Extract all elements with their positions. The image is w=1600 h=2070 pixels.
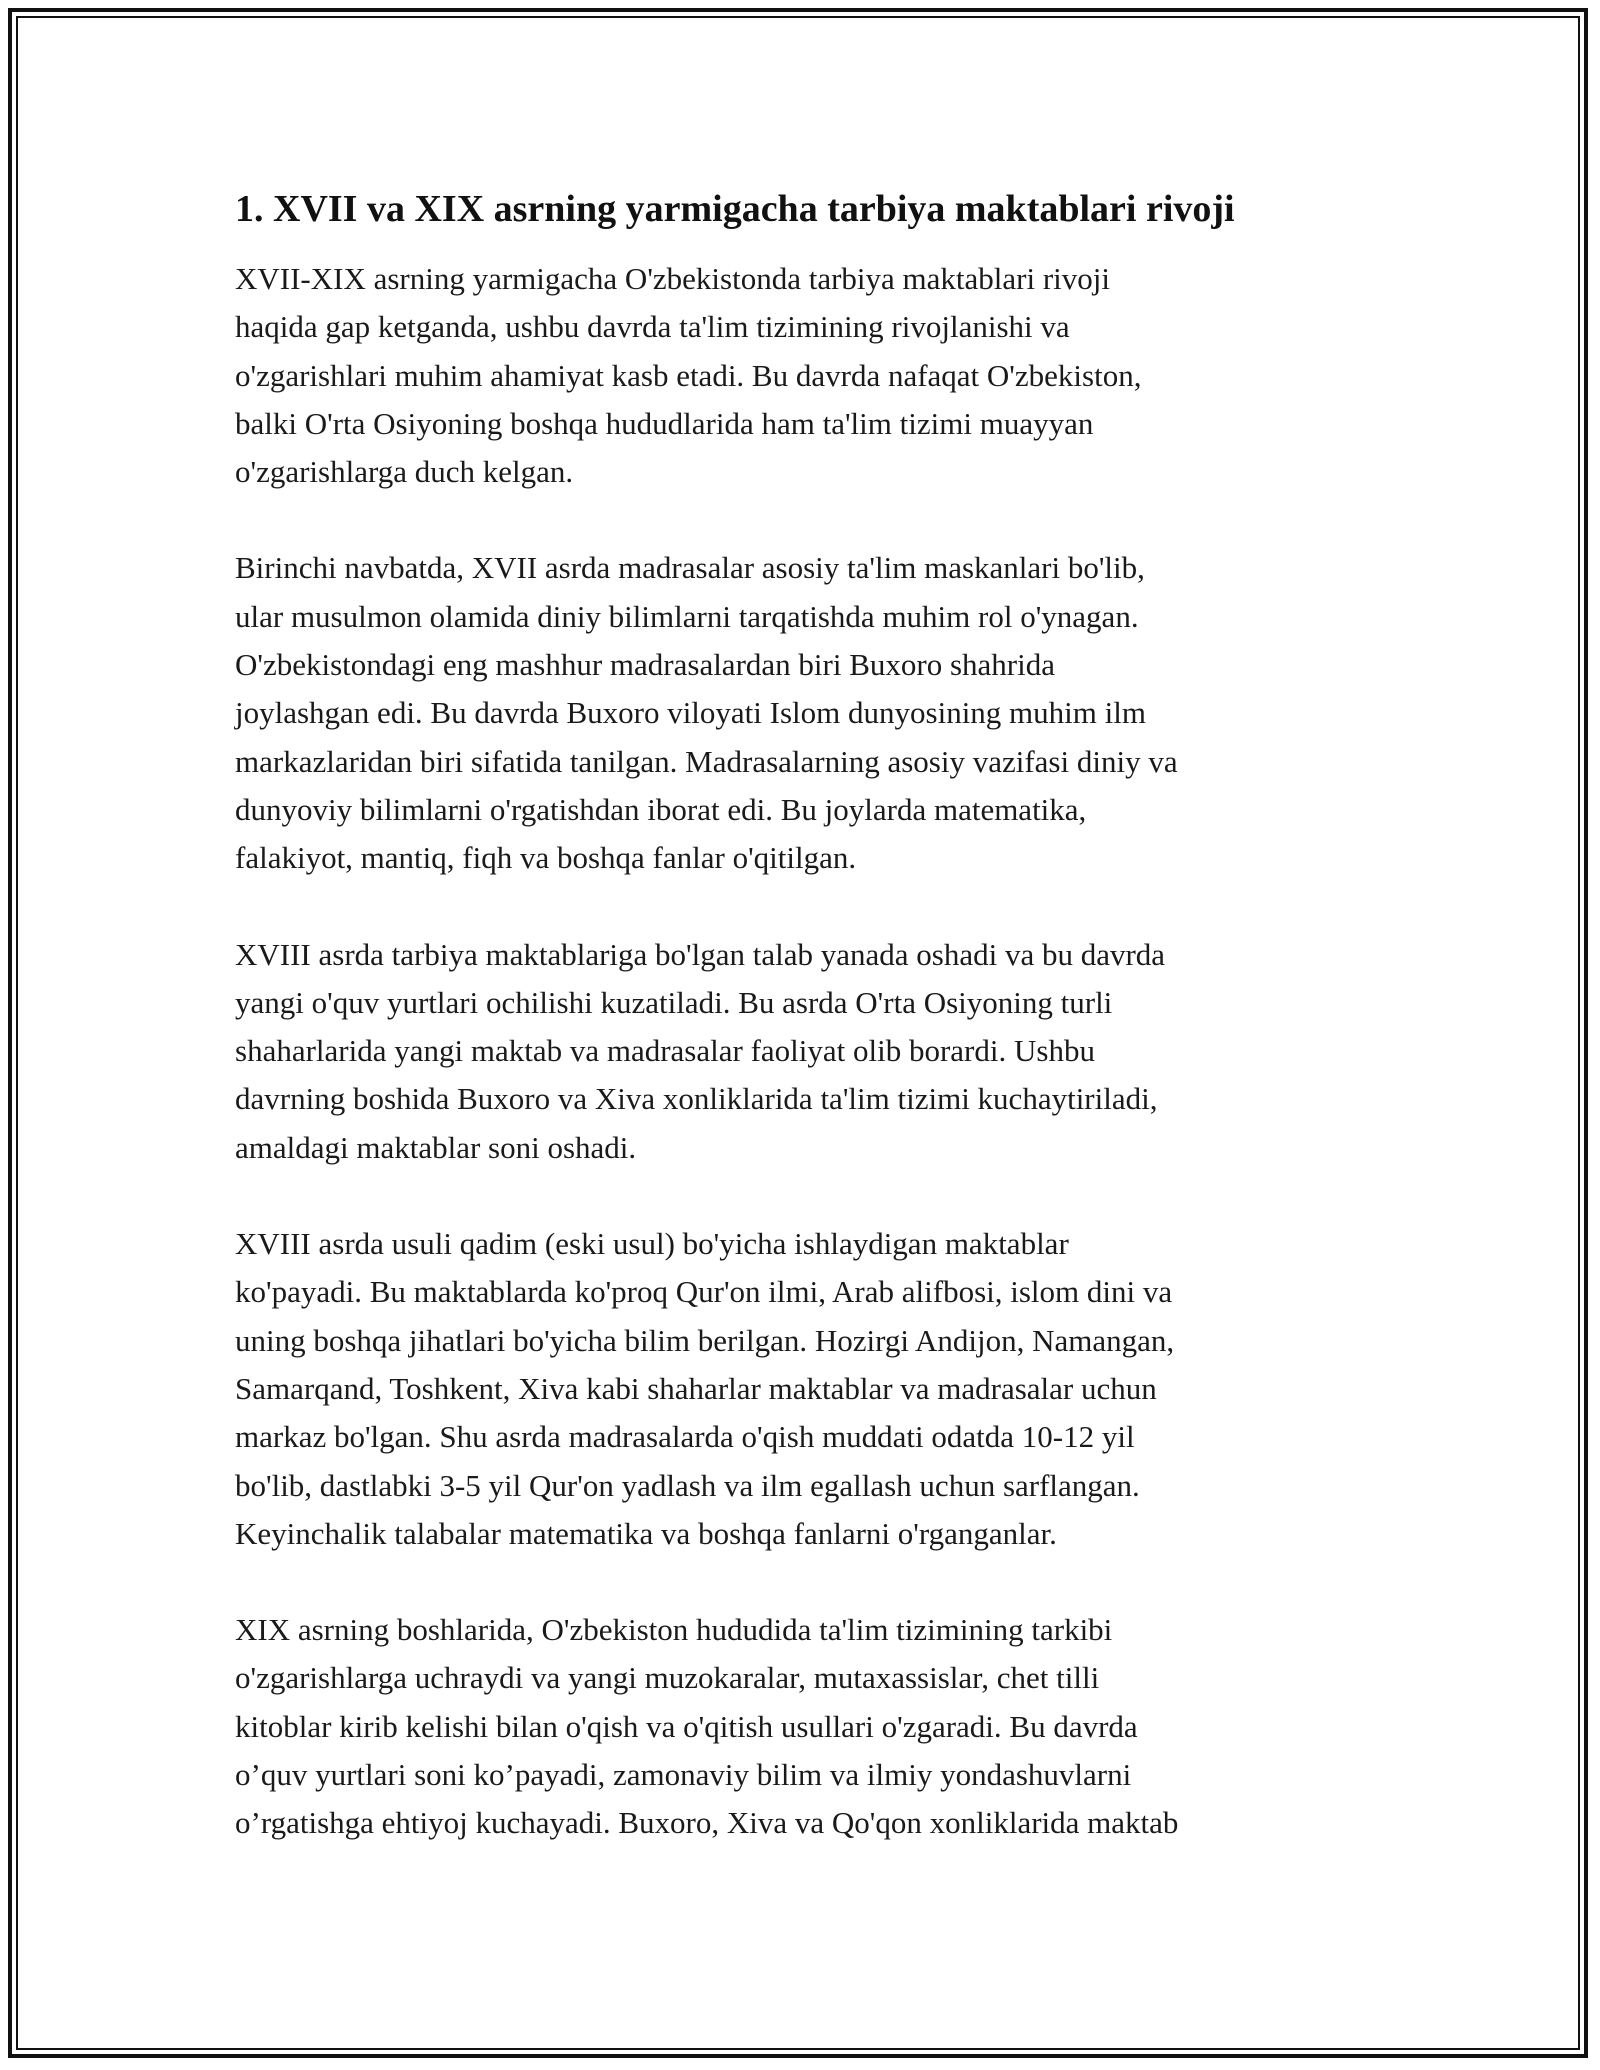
paragraph-3 (235, 931, 1365, 1172)
text-line: uning boshqa jihatlari bo'yicha bilim berilgan. Hozirgi Andijon, Namangan, (235, 1322, 1175, 1358)
paragraph-4 (235, 1220, 1365, 1558)
text-line: kitoblar kirib kelishi bilan o'qish va o'qitish usullari o'zgaradi. Bu davrda (235, 1708, 1138, 1744)
text-line: o’quv yurtlari soni ko’payadi, zamonaviy bilim va ilmiy yondashuvlarni (235, 1757, 1132, 1793)
text-line: balki O'rta Osiyoning boshqa hududlarida ham ta'lim tizimi muayyan (235, 405, 1094, 441)
paragraph-1 (235, 255, 1365, 496)
text-line: markazlaridan biri sifatida tanilgan. Madrasalarning asosiy vazifasi diniy va (235, 743, 1178, 779)
text-line: XIX asrning boshlarida, O'zbekiston hududida ta'lim tizimining tarkibi (235, 1612, 1113, 1648)
text-line: joylashgan edi. Bu davrda Buxoro viloyati Islom dunyosining muhim ilm (235, 695, 1146, 731)
text-line: o'zgarishlarga uchraydi va yangi muzokaralar, mutaxassislar, chet tilli (235, 1660, 1100, 1696)
text-line: o'zgarishlarga duch kelgan. (235, 454, 574, 490)
text-line: o’rgatishga ehtiyoj kuchayadi. Buxoro, Xiva va Qo'qon xonliklarida maktab (235, 1805, 1179, 1841)
text-line: bo'lib, dastlabki 3-5 yil Qur'on yadlash va ilm egallash uchun sarflangan. (235, 1467, 1140, 1503)
text-line: falakiyot, mantiq, fiqh va boshqa fanlar o'qitilgan. (235, 840, 857, 876)
text-line: markaz bo'lgan. Shu asrda madrasalarda o'qish muddati odatda 10-12 yil (235, 1419, 1135, 1455)
text-line: Keyinchalik talabalar matematika va boshqa fanlarni o'rganganlar. (235, 1515, 1057, 1551)
document-body (235, 185, 1365, 1896)
section-heading: 1. XVII va XIX asrning yarmigacha tarbiya maktablari rivoji (235, 188, 1235, 230)
text-line: XVIII asrda tarbiya maktablariga bo'lgan talab yanada oshadi va bu davrda (235, 936, 1166, 972)
paragraph-2 (235, 544, 1365, 882)
text-line: shaharlarida yangi maktab va madrasalar faoliyat olib borardi. Ushbu (235, 1033, 1095, 1069)
text-line: Samarqand, Toshkent, Xiva kabi shaharlar maktablar va madrasalar uchun (235, 1370, 1157, 1406)
text-line: O'zbekistondagi eng mashhur madrasalardan biri Buxoro shahrida (235, 647, 1055, 683)
text-line: Birinchi navbatda, XVII asrda madrasalar asosiy ta'lim maskanlari bo'lib, (235, 550, 1145, 586)
text-line: XVIII asrda usuli qadim (eski usul) bo'yicha ishlaydigan maktablar (235, 1226, 1069, 1262)
text-line: davrning boshida Buxoro va Xiva xonliklarida ta'lim tizimi kuchaytiriladi, (235, 1081, 1158, 1117)
text-line: ko'payadi. Bu maktablarda ko'proq Qur'on ilmi, Arab alifbosi, islom dini va (235, 1274, 1173, 1310)
text-line: dunyoviy bilimlarni o'rgatishdan iborat edi. Bu joylarda matematika, (235, 791, 1087, 827)
text-line: amaldagi maktablar soni oshadi. (235, 1129, 637, 1165)
paragraph-5 (235, 1606, 1365, 1847)
text-line: o'zgarishlari muhim ahamiyat kasb etadi. Bu davrda nafaqat O'zbekiston, (235, 357, 1142, 393)
text-line: haqida gap ketganda, ushbu davrda ta'lim tizimining rivojlanishi va (235, 309, 1070, 345)
text-line: ular musulmon olamida diniy bilimlarni tarqatishda muhim rol o'ynagan. (235, 598, 1139, 634)
text-line: XVII-XIX asrning yarmigacha O'zbekistonda tarbiya maktablari rivoji (235, 261, 1111, 296)
text-line: yangi o'quv yurtlari ochilishi kuzatiladi. Bu asrda O'rta Osiyoning turli (235, 984, 1113, 1020)
